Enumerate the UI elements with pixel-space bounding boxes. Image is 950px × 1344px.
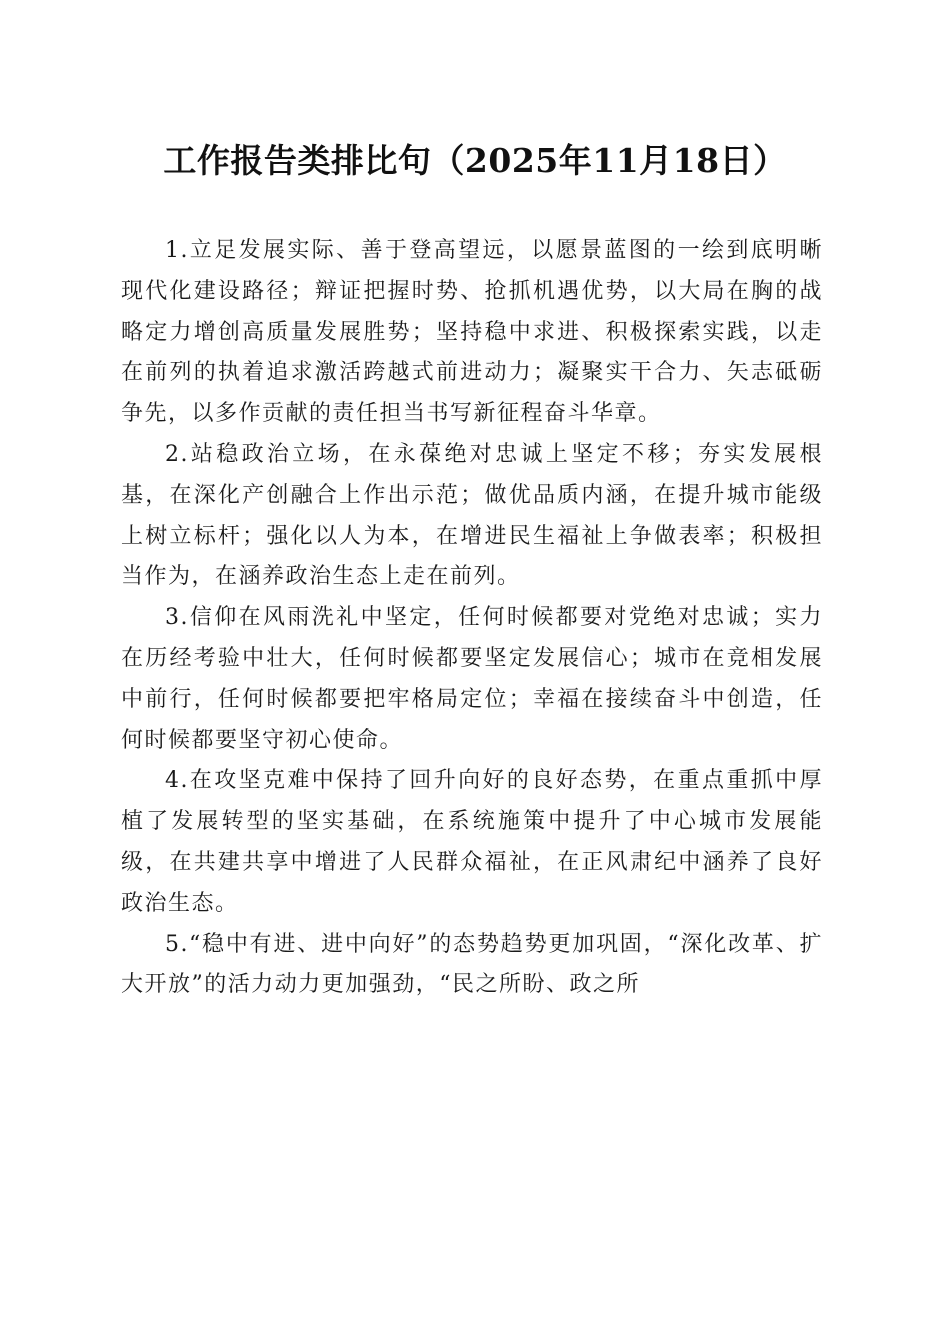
paragraph-1: 1.立足发展实际、善于登高望远，以愿景蓝图的一绘到底明晰现代化建设路径；辩证把握时势、抢抓机遇优势，以大局在胸的战略定力增创高质量发展胜势；坚持稳中求进、积极探索实践，以走在前列的执着追求激活跨越式前进动力；凝聚实干合力、矢志砥砺争先，以多作贡献的责任担当书写新征程奋斗华章。 (121, 238, 823, 427)
paragraph-2: 2.站稳政治立场，在永葆绝对忠诚上坚定不移；夯实发展根基，在深化产创融合上作出示范；做优品质内涵，在提升城市能级上树立标杆；强化以人为本，在增进民生福祉上争做表率；积极担当作为，在涵养政治生态上走在前列。 (121, 441, 823, 590)
paragraph-4: 4.在攻坚克难中保持了回升向好的良好态势，在重点重抓中厚植了发展转型的坚实基础，在系统施策中提升了中心城市发展能级，在共建共享中增进了人民群众福祉，在正风肃纪中涵养了良好政治生态。 (121, 768, 823, 916)
document-title: 工作报告类排比句（2025年11月18日） (163, 141, 787, 180)
paragraph-5: 5.“稳中有进、进中向好”的态势趋势更加巩固，“深化改革、扩大开放”的活力动力更加强劲，“民之所盼、政之所 (121, 931, 823, 998)
paragraph-3: 3.信仰在风雨洗礼中坚定，任何时候都要对党绝对忠诚；实力在历经考验中壮大，任何时候都要坚定发展信心；城市在竞相发展中前行，任何时候都要把牢格局定位；幸福在接续奋斗中创造，任何时候都要坚守初心使命。 (121, 605, 823, 753)
document-body (121, 231, 823, 1006)
